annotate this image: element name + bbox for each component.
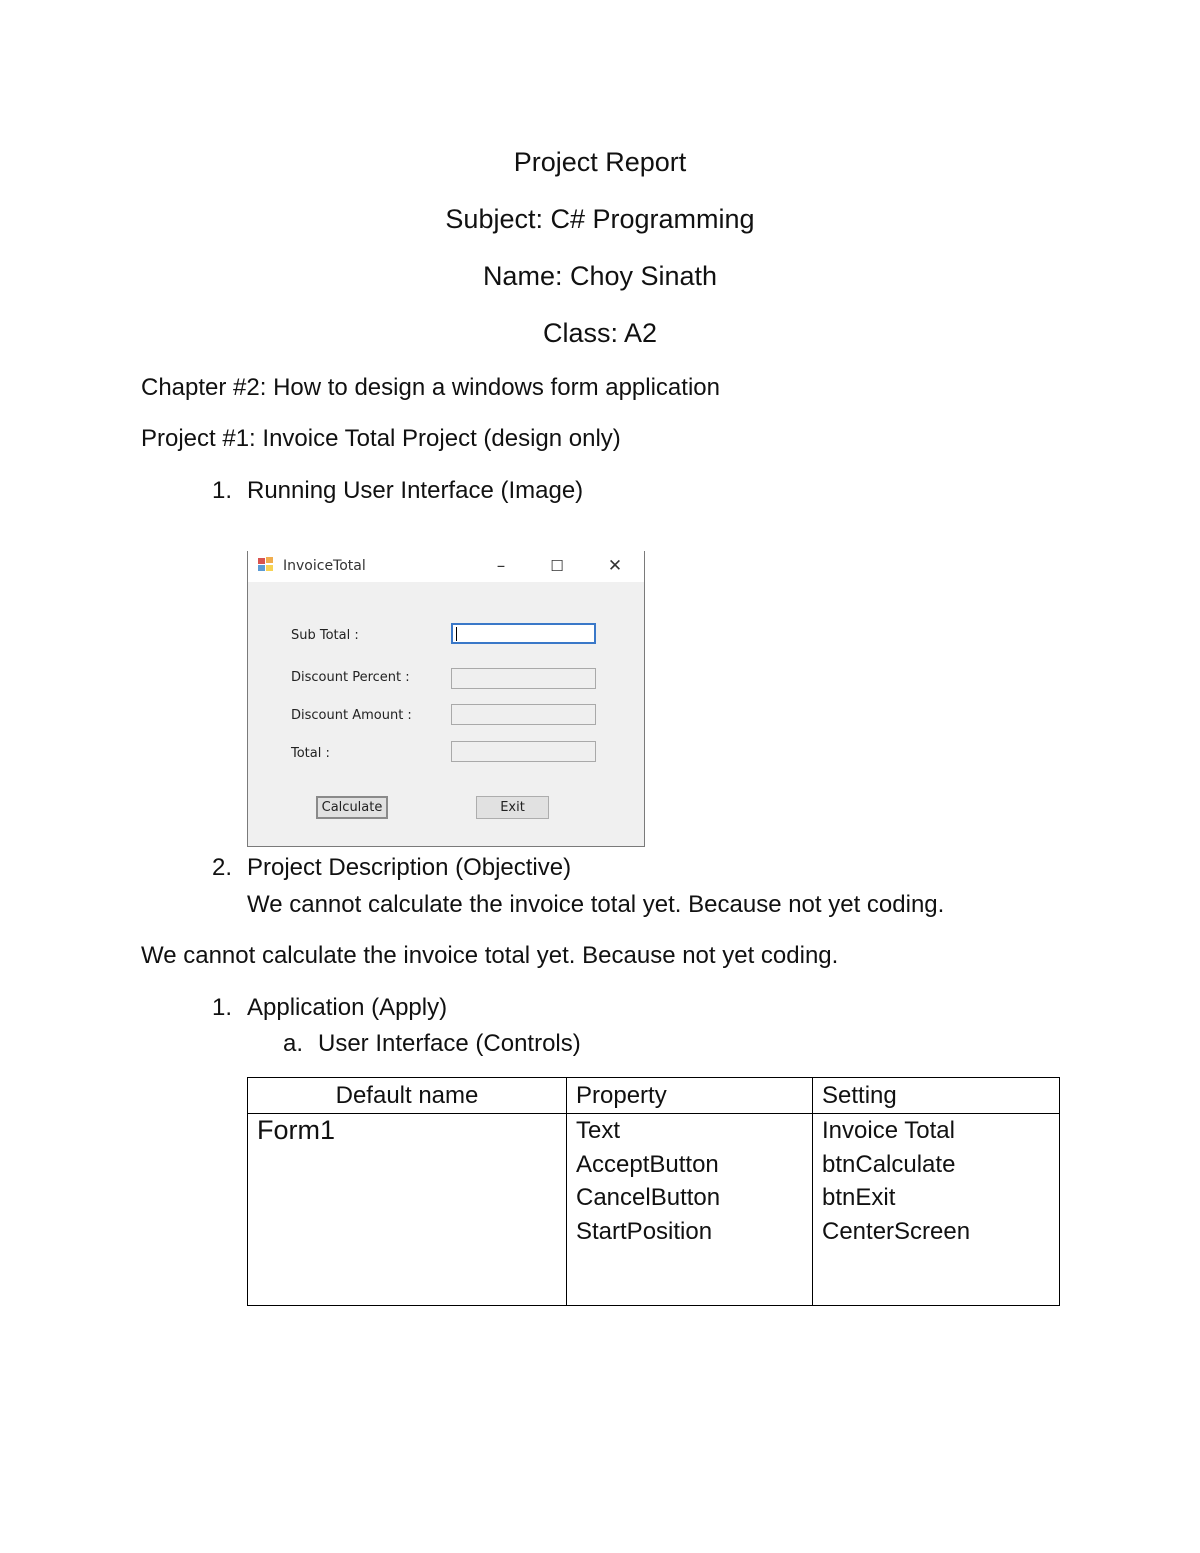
default-name-value: Form1	[257, 1115, 336, 1145]
discount-percent-label: Discount Percent :	[291, 670, 410, 685]
list-item-project-description: Project Description (Objective)	[247, 854, 572, 881]
list-number: 1.	[212, 477, 233, 504]
table-row	[248, 1114, 1060, 1306]
class-line: Class: A2	[542, 318, 658, 348]
discount-amount-textbox	[451, 704, 596, 725]
project-description-text: We cannot calculate the invoice total yet. Because not yet coding.	[247, 891, 945, 918]
close-icon: ✕	[607, 556, 623, 576]
maximize-icon: ☐	[550, 557, 564, 575]
table-header-row	[248, 1078, 1060, 1114]
sublist-letter: a.	[283, 1030, 304, 1057]
calculate-button: Calculate	[316, 796, 388, 819]
subtotal-textbox	[451, 623, 596, 644]
discount-amount-label: Discount Amount :	[291, 708, 412, 723]
setting-value: btnCalculate	[822, 1150, 956, 1178]
body-paragraph: We cannot calculate the invoice total yet. Because not yet coding.	[141, 942, 839, 969]
property-value: AcceptButton	[576, 1150, 719, 1178]
list-number: 1.	[212, 994, 233, 1021]
chapter-heading: Chapter #2: How to design a windows form application	[141, 374, 720, 401]
property-value: CancelButton	[576, 1184, 721, 1211]
total-label: Total :	[291, 746, 330, 761]
project-heading: Project #1: Invoice Total Project (design only)	[141, 425, 621, 452]
discount-percent-textbox	[451, 668, 596, 689]
table-header-property: Property	[567, 1078, 813, 1114]
subtotal-label: Sub Total :	[291, 628, 359, 643]
document-title: Project Report	[513, 147, 687, 177]
form-title-bar	[248, 551, 644, 582]
name-line: Name: Choy Sinath	[482, 261, 718, 291]
table-header-setting: Setting	[813, 1078, 1060, 1114]
setting-value: CenterScreen	[822, 1217, 971, 1245]
exit-button: Exit	[476, 796, 549, 819]
setting-value: btnExit	[822, 1184, 896, 1211]
form-screenshot	[247, 551, 645, 847]
default-name-cell	[248, 1114, 567, 1306]
list-item-application: Application (Apply)	[247, 994, 448, 1021]
list-item-running-ui: Running User Interface (Image)	[247, 477, 584, 504]
form-title: InvoiceTotal	[283, 558, 366, 574]
minimize-icon: –	[496, 556, 506, 576]
property-value: StartPosition	[576, 1217, 713, 1245]
subject-line: Subject: C# Programming	[445, 204, 755, 234]
property-cell	[567, 1114, 813, 1306]
sublist-item-user-interface: User Interface (Controls)	[318, 1030, 581, 1057]
property-value: Text	[576, 1117, 621, 1144]
app-icon	[258, 557, 275, 572]
total-textbox	[451, 741, 596, 762]
setting-value: Invoice Total	[822, 1117, 955, 1144]
controls-table	[247, 1077, 1060, 1306]
list-number: 2.	[212, 854, 233, 881]
setting-cell	[813, 1114, 1060, 1306]
table-header-default-name: Default name	[248, 1078, 567, 1114]
